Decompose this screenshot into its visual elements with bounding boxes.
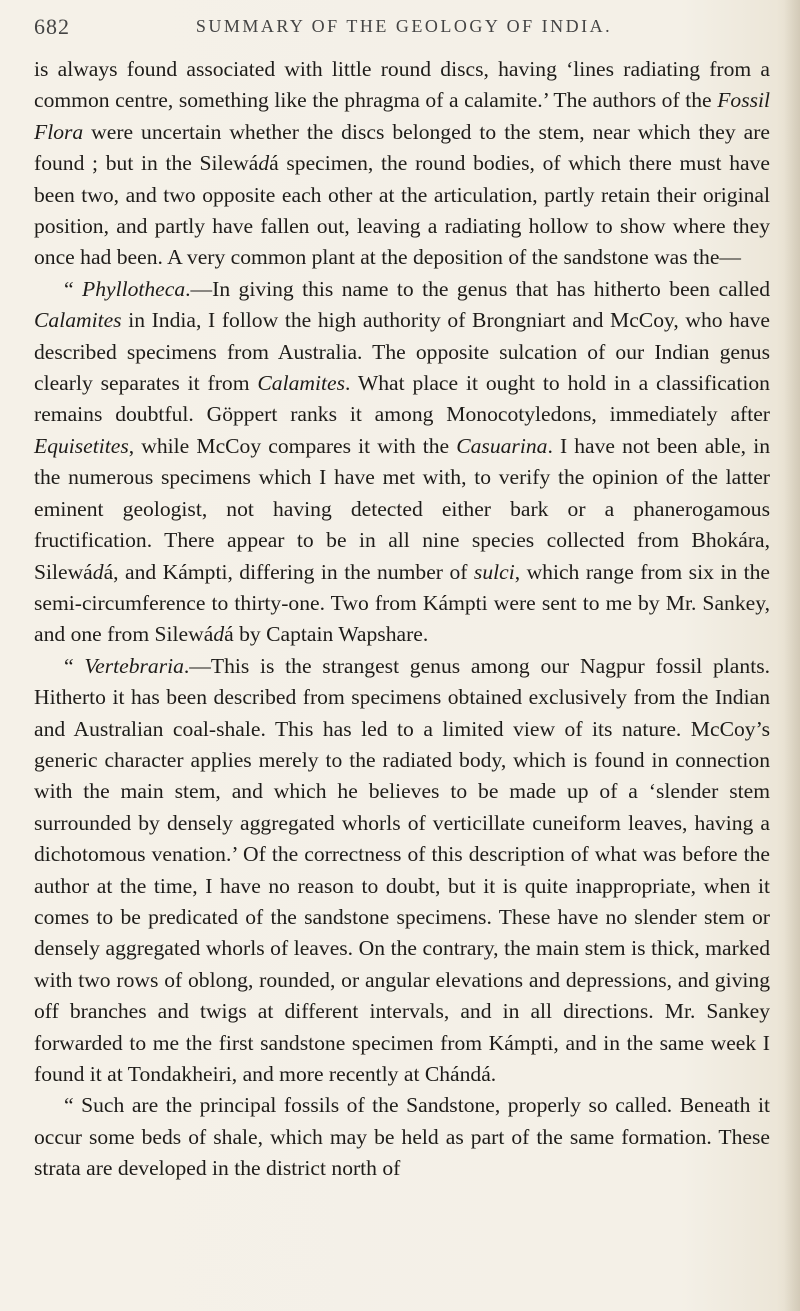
text-run: . I have not been able, in the numerous specimens which I have met with, to verify the opinion of the latter eminent geologist, not having detected either bark or a phanerogamous fructification. There appear to be in all nine species collected from Bhokára, Silewá	[34, 433, 770, 584]
page-header	[34, 14, 774, 54]
paragraph-phyllotheca	[34, 274, 770, 651]
text-run: á, and Kámpti, differing in the number of	[103, 559, 474, 584]
paragraph-calamite-discs	[34, 54, 770, 274]
italic-text: sulci	[473, 559, 515, 584]
page-edge-shadow	[784, 0, 800, 1311]
text-run: “	[64, 653, 85, 678]
italic-text: Phyllotheca	[82, 276, 186, 301]
italic-text: Fossil Flora	[34, 88, 770, 144]
text-run: is always found associated with little round discs, having ‘lines radiating from a common centre, something like the phragma of a calamite.’ The authors of the	[34, 57, 770, 113]
italic-text: Calamites	[257, 371, 345, 396]
text-run: , which range from six in the semi-circumference to thirty-one. Two from Kámpti were sent to me by Mr. Sankey, and one from Silewá	[34, 559, 770, 647]
italic-text: Equisetites	[34, 433, 129, 458]
italic-text: d	[213, 622, 225, 647]
page-number: 682	[34, 14, 70, 39]
italic-text: Casuarina	[456, 433, 548, 458]
text-run: .—In giving this name to the genus that has hitherto been called	[185, 276, 770, 301]
paragraph-principal-fossils	[34, 1090, 770, 1184]
text-run: in India, I follow the high authority of Brongniart and McCoy, who have described specimens from Australia. The opposite sulcation of our Indian genus clearly separates it from	[34, 308, 770, 396]
text-run: .—This is the strangest genus among our Nagpur fossil plants. Hitherto it has been described from specimens obtained exclusively from the Indian and Australian coal-shale. This has led to a limited view of its nature. McCoy’s generic character applies merely to the radiated body, which is found in connection with the main stem, and which he believes to be made up of a ‘slender stem surrounded by densely aggregated whorls of verticillate cuneiform leaves, having a dichotomous venation.’ Of the correctness of this description of what was before the author at the time, I have no reason to doubt, but it is quite inappropriate, when it comes to be predicated of the sandstone specimens. These have no slender stem or densely aggregated whorls of leaves. On the contrary, the main stem is thick, marked with two rows of oblong, rounded, or angular elevations and depressions, and giving off branches and twigs at different intervals, and in all directions. Mr. Sankey forwarded to me the first sandstone specimen from Kámpti, and in the same week I found it at Tondakheiri, and more recently at Chándá.	[34, 653, 770, 1086]
italic-text: Calamites	[34, 308, 122, 333]
text-run: were uncertain whether the discs belonged to the stem, near which they are found ; but in the Silewá	[34, 119, 770, 176]
text-run: “	[64, 276, 82, 301]
italic-text: d	[92, 559, 104, 584]
paragraph-vertebraria	[34, 651, 770, 1091]
text-run: á by Captain Wapshare.	[224, 622, 429, 647]
running-head: SUMMARY OF THE GEOLOGY OF INDIA.	[195, 16, 613, 36]
text-run: “ Such are the principal fossils of the Sandstone, properly so called. Beneath it occur some beds of shale, which may be held as part of the same formation. These strata are developed in the district north of	[34, 1093, 770, 1181]
italic-text: d	[258, 151, 270, 176]
italic-text: Vertebraria	[84, 653, 184, 678]
text-run: . What place it ought to hold in a classification remains doubtful. Göppert ranks it among Monocotyledons, immediately after	[34, 371, 770, 427]
text-run: á specimen, the round bodies, of which there must have been two, and two opposite each other at the articulation, partly retain their original position, and partly have fallen out, leaving a radiating hollow to show where they once had been. A very common plant at the deposition of the sandstone was the—	[34, 151, 770, 270]
text-run: , while McCoy compares it with the	[128, 433, 457, 458]
body-text	[34, 54, 770, 1185]
